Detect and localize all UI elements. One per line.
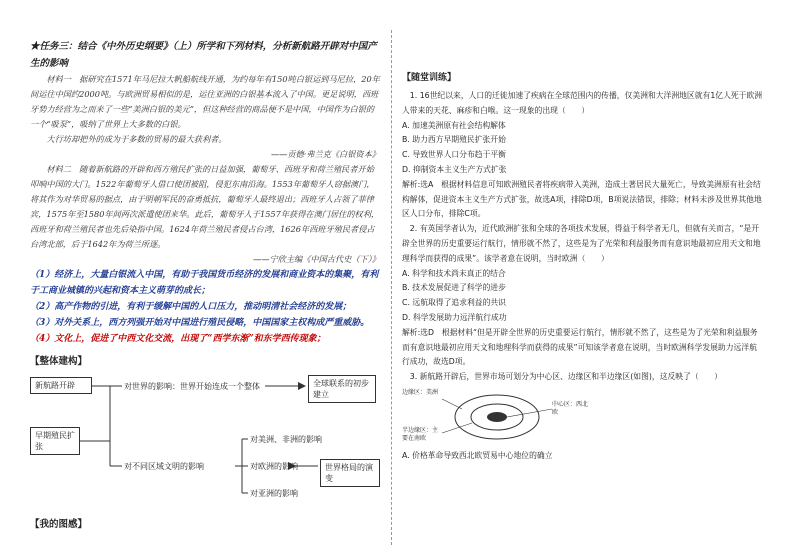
q2-option-c: C. 远航取得了追求利益的共识 [402,298,506,308]
q1-analysis: 解析:选A 根据材料信息可知欧洲殖民者将疾病带入美洲，造成土著居民大量死亡，导致美洲原有社会结构解体，促进资本主义生产方式扩张，故选A项，排除D项，B项说法错误，排除；材料未涉及世界其他地区人口分布，排除C项。 [402,179,762,219]
material-1: 材料一 据研究在1571年马尼拉大帆船航线开通，为约每年有150吨白银运到马尼拉，20年间运往中国约2000吨。与欧洲贸易相似的是，运往亚洲的白银基本流入了中国。更足说明，西班牙势力经营为之而来了一些“美洲白银的美元”，但这种经营的商品便不是中国，中国作为白银的一个“吸泵”，吸纳了世界上大多数的白银。 [30,74,380,129]
box-early-colonial: 早期殖民扩张 [30,427,80,455]
text-world-impact: 对世界的影响：世界开始连成一个整体 [124,382,260,391]
box-world-pattern: 世界格局的演变 [320,459,380,487]
text-asia: 对亚洲的影响 [250,489,298,498]
q2-option-b: B. 技术发展促进了科学的进步 [402,283,506,293]
answer-1: （1）经济上，大量白银流入中国，有助于我国货币经济的发展和商业资本的集聚，有利于工商业城镇的兴起和资本主义萌芽的成长； [30,270,379,296]
task-title: ★任务三：结合《中外历史纲要》（上）所学和下列材料，分析新航路开辟对中国产生的影响 [30,41,377,69]
material-1-cont: 大行坊却把外的成为于多数的贸易的最大获利者。 [46,134,227,144]
material-2-short: 材料二 随着新航路的开辟和西方殖民扩张的日益加强，葡萄牙、西班牙和荷兰殖民者开始叩响中国的大门。1522年葡萄牙人借口使团被阻，侵犯东南沿海。1553年葡萄牙人窃据澳门，将其作为对华贸易的据点，由于明朝军民的奋勇抵抗，葡萄牙人最终退出；西班牙人占领了菲律宾，1575年至1580年间两次派遣使团来华。此后，葡萄牙人于1557年获得在澳门居住的权利，西班牙和荷兰殖民者也先后染指中国。1624年荷兰殖民者侵占台湾，1626年西班牙殖民者侵占台湾北部，后于1642年为荷兰所逐。 [30,164,380,249]
source-1: ——贡德·弗兰克《白银资本》 [270,149,380,159]
q1-option-d: D. 抑制资本主义生产方式扩张 [402,164,507,174]
market-zone-figure [402,387,764,447]
answer-2: （2）高产作物的引进，有利于缓解中国的人口压力，推动明清社会经济的发展； [30,302,352,312]
overall-heading: 【整体建构】 [30,356,88,367]
left-column [30,38,380,530]
box-global-link: 全球联系的初步建立 [308,375,376,403]
text-americas-africa: 对美洲、非洲的影响 [250,435,322,444]
q3-option-a: A. 价格革命导致西北欧贸易中心地位的确立 [402,450,553,460]
structure-diagram [30,371,380,521]
label-semi-zone: 半边缘区：主要在南欧 [402,426,439,442]
ring-diagram [402,387,764,447]
right-column [402,70,764,464]
q1-option-b: B. 助力西方早期殖民扩张开始 [402,135,506,145]
q2-option-d: D. 科学发展助力远洋航行成功 [402,312,507,322]
q1-option-a: A. 加速美洲原有社会结构解体 [402,120,506,130]
question-1: 1. 16世纪以来，人口的迁徙加速了疾病在全球范围内的传播，仅美洲和大洋洲地区就有1亿人死于欧洲人带来的天花、麻疹和白喉。这一现象的出现（ ） [402,91,763,115]
label-center-zone: 中心区：西北欧 [552,400,589,416]
source-2: ——宁欣主编《中国古代史（下）》 [253,254,380,264]
text-europe: 对欧洲的影响 [250,462,298,471]
question-2: 2. 有英国学者认为，近代欧洲扩张和全球的各项技术发展，得益于科学者无几，但就有关而言，“是开辟全世界的历史重要运行航行，情形就不然了，这些是为了光荣和利益服务而有意识地最初应用天文和地理科学而获得的成果”。该学者意在说明，当时欧洲（ ） [402,224,761,263]
question-3: 3. 新航路开辟后，世界市场可划分为中心区、边缘区和半边缘区(如图)，这反映了（ ） [409,372,723,382]
my-heading: 【我的图感】 [30,519,88,530]
column-divider [391,30,392,545]
q2-option-a: A. 科学和技术尚未真正的结合 [402,268,506,278]
box-new-route: 新航路开辟 [30,377,92,394]
q1-option-c: C. 导致世界人口分布趋于平衡 [402,150,506,160]
q2-analysis: 解析:选D 根据材料“但是开辟全世界的历史重要运行航行，情形就不然了，这些是为了光荣和利益服务而有意识地最初应用天文和地理科学而获得的成果”可知该学者意在说明，当时欧洲科学发展助力远洋航行成功，故选D项。 [402,327,758,367]
answer-4: （4）文化上，促进了中西文化交流，出现了“西学东渐”和东学西传现象； [30,334,326,344]
answer-3: （3）对外关系上，西方列强开始对中国进行殖民侵略，中国国家主权构成严重威胁。 [30,318,370,328]
practice-heading: 【随堂训练】 [402,73,457,83]
label-outer-zone: 边缘区：美洲 [402,388,439,396]
text-region-impact: 对不同区域文明的影响 [124,462,204,471]
